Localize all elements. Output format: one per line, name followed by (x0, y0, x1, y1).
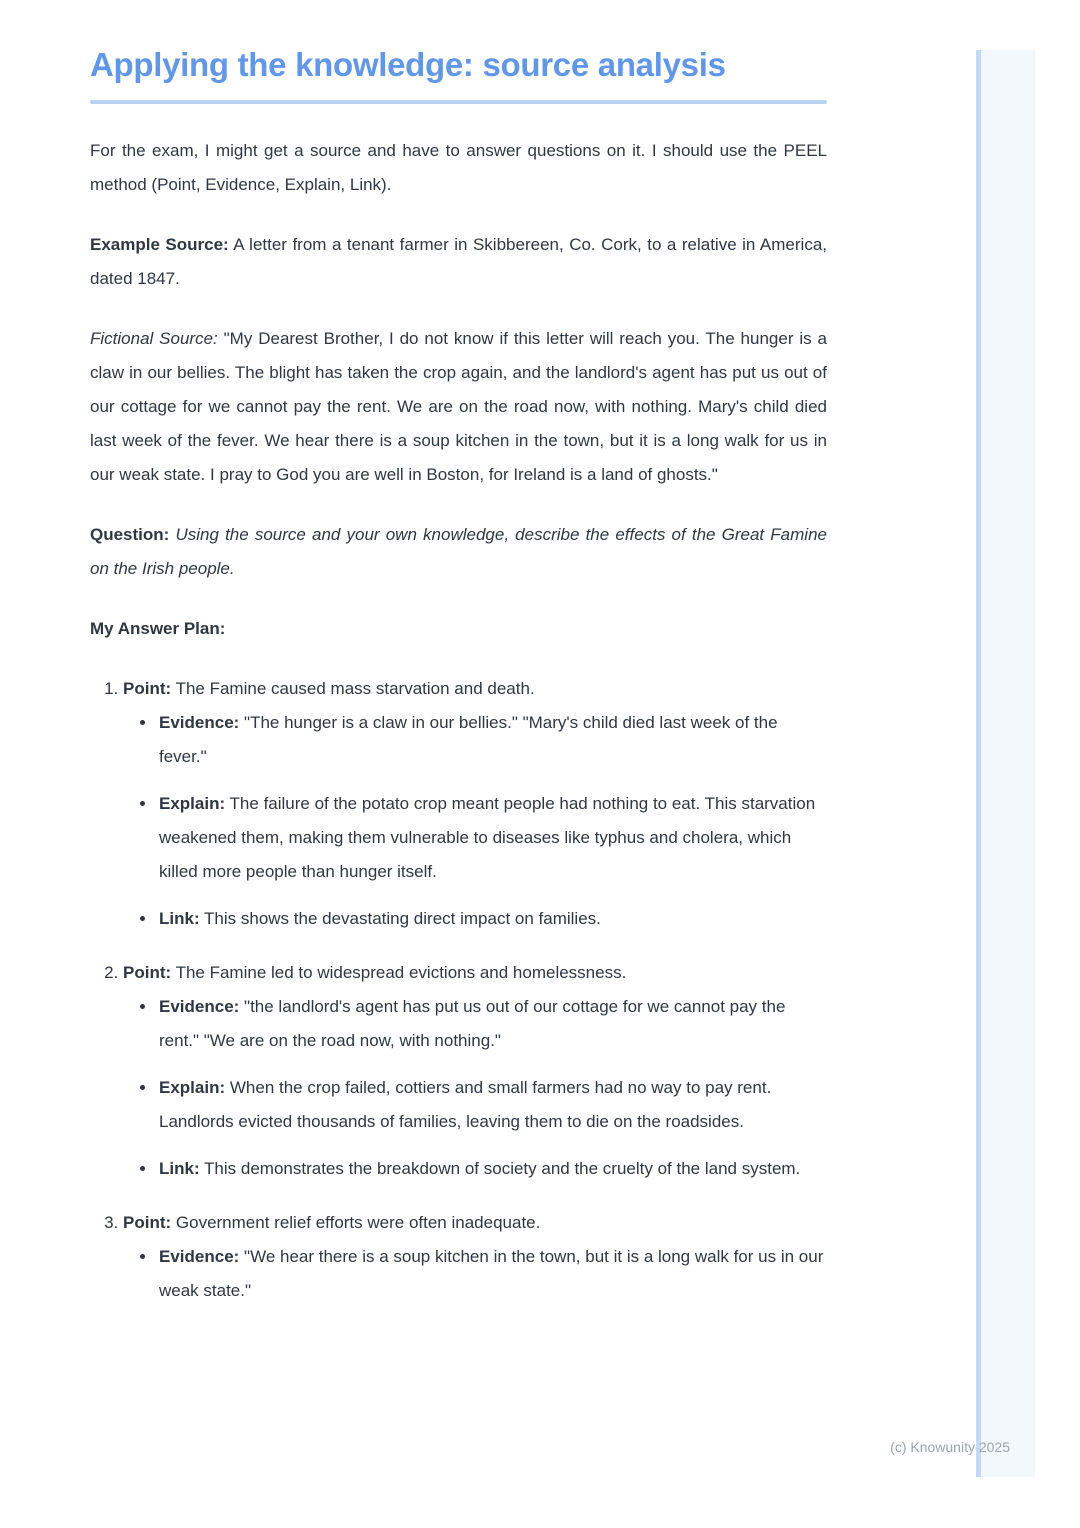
fictional-source-paragraph (90, 322, 827, 492)
question-paragraph (90, 518, 827, 586)
page-side-strip-fill (981, 50, 1035, 1477)
bullet-text: "The hunger is a claw in our bellies." "Mary's child died last week of the fever." (159, 713, 778, 766)
bullet-label: Link: (159, 909, 200, 928)
bullet-label: Explain: (159, 794, 226, 813)
bullet-text: This demonstrates the breakdown of society and the cruelty of the land system. (204, 1159, 801, 1178)
example-source-label: Example Source: (90, 235, 229, 254)
bullet-label: Explain: (159, 1078, 226, 1097)
point-text: Government relief efforts were often inadequate. (175, 1213, 541, 1232)
point-label: Point: (123, 1213, 172, 1232)
bullet-text: This shows the devastating direct impact on families. (204, 909, 601, 928)
point-label: Point: (123, 963, 172, 982)
footer-copyright: (c) Knowunity 2025 (890, 1439, 1010, 1455)
point-text: The Famine led to widespread evictions and homelessness. (175, 963, 627, 982)
intro-text: For the exam, I might get a source and have to answer questions on it. I should use the PEEL method (Point, Evidence, Explain, Link). (90, 141, 827, 194)
answer-plan-heading: My Answer Plan: (90, 619, 226, 638)
intro-paragraph (90, 134, 827, 202)
point-label: Point: (123, 679, 172, 698)
bullet-text: "We hear there is a soup kitchen in the town, but it is a long walk for us in our weak state." (159, 1247, 824, 1300)
bullet-label: Evidence: (159, 1247, 240, 1266)
bullet-text: "the landlord's agent has put us out of our cottage for we cannot pay the rent." "We are on the road now, with nothing." (159, 997, 786, 1050)
bullet-text: The failure of the potato crop meant people had nothing to eat. This starvation weakened them, making them vulnerable to diseases like typhus and cholera, which killed more people than hunger itself. (159, 794, 816, 881)
answer-point-2 (123, 956, 827, 1186)
answer-plan-list (90, 672, 827, 1308)
question-label: Question: (90, 525, 170, 544)
peel-bullet-evidence (157, 990, 827, 1058)
answer-point-3 (123, 1206, 827, 1308)
fictional-source-text: "My Dearest Brother, I do not know if this letter will reach you. The hunger is a claw in our bellies. The blight has taken the crop again, and the landlord's agent has put us out of our cottage for we cannot pay the rent. We are on the road now, with nothing. Mary's child died last week of the fever. We hear there is a soup kitchen in the town, but it is a long walk for us in our weak state. I pray to God you are well in Boston, for Ireland is a land of ghosts." (90, 329, 827, 484)
bullet-label: Link: (159, 1159, 200, 1178)
peel-bullet-link (157, 902, 827, 936)
peel-bullet-link (157, 1152, 827, 1186)
point-text: The Famine caused mass starvation and death. (175, 679, 535, 698)
page-side-strip-line (976, 50, 981, 1477)
answer-point-1 (123, 672, 827, 936)
peel-bullet-explain (157, 1071, 827, 1139)
example-source-paragraph (90, 228, 827, 296)
page-title: Applying the knowledge: source analysis (90, 46, 726, 83)
example-source-text: A letter from a tenant farmer in Skibbereen, Co. Cork, to a relative in America, dated 1847. (90, 235, 827, 288)
question-text: Using the source and your own knowledge, describe the effects of the Great Famine on the Irish people. (90, 525, 827, 578)
title-underline (90, 100, 827, 104)
document-body (90, 46, 827, 1308)
peel-bullets-3 (123, 1240, 827, 1308)
peel-bullet-explain (157, 787, 827, 889)
bullet-text: When the crop failed, cottiers and small farmers had no way to pay rent. Landlords evicted thousands of families, leaving them to die on the roadsides. (159, 1078, 772, 1131)
fictional-source-label: Fictional Source: (90, 329, 218, 348)
peel-bullet-evidence (157, 1240, 827, 1308)
peel-bullets-1 (123, 706, 827, 936)
peel-bullets-2 (123, 990, 827, 1186)
bullet-label: Evidence: (159, 997, 240, 1016)
bullet-label: Evidence: (159, 713, 240, 732)
peel-bullet-evidence (157, 706, 827, 774)
